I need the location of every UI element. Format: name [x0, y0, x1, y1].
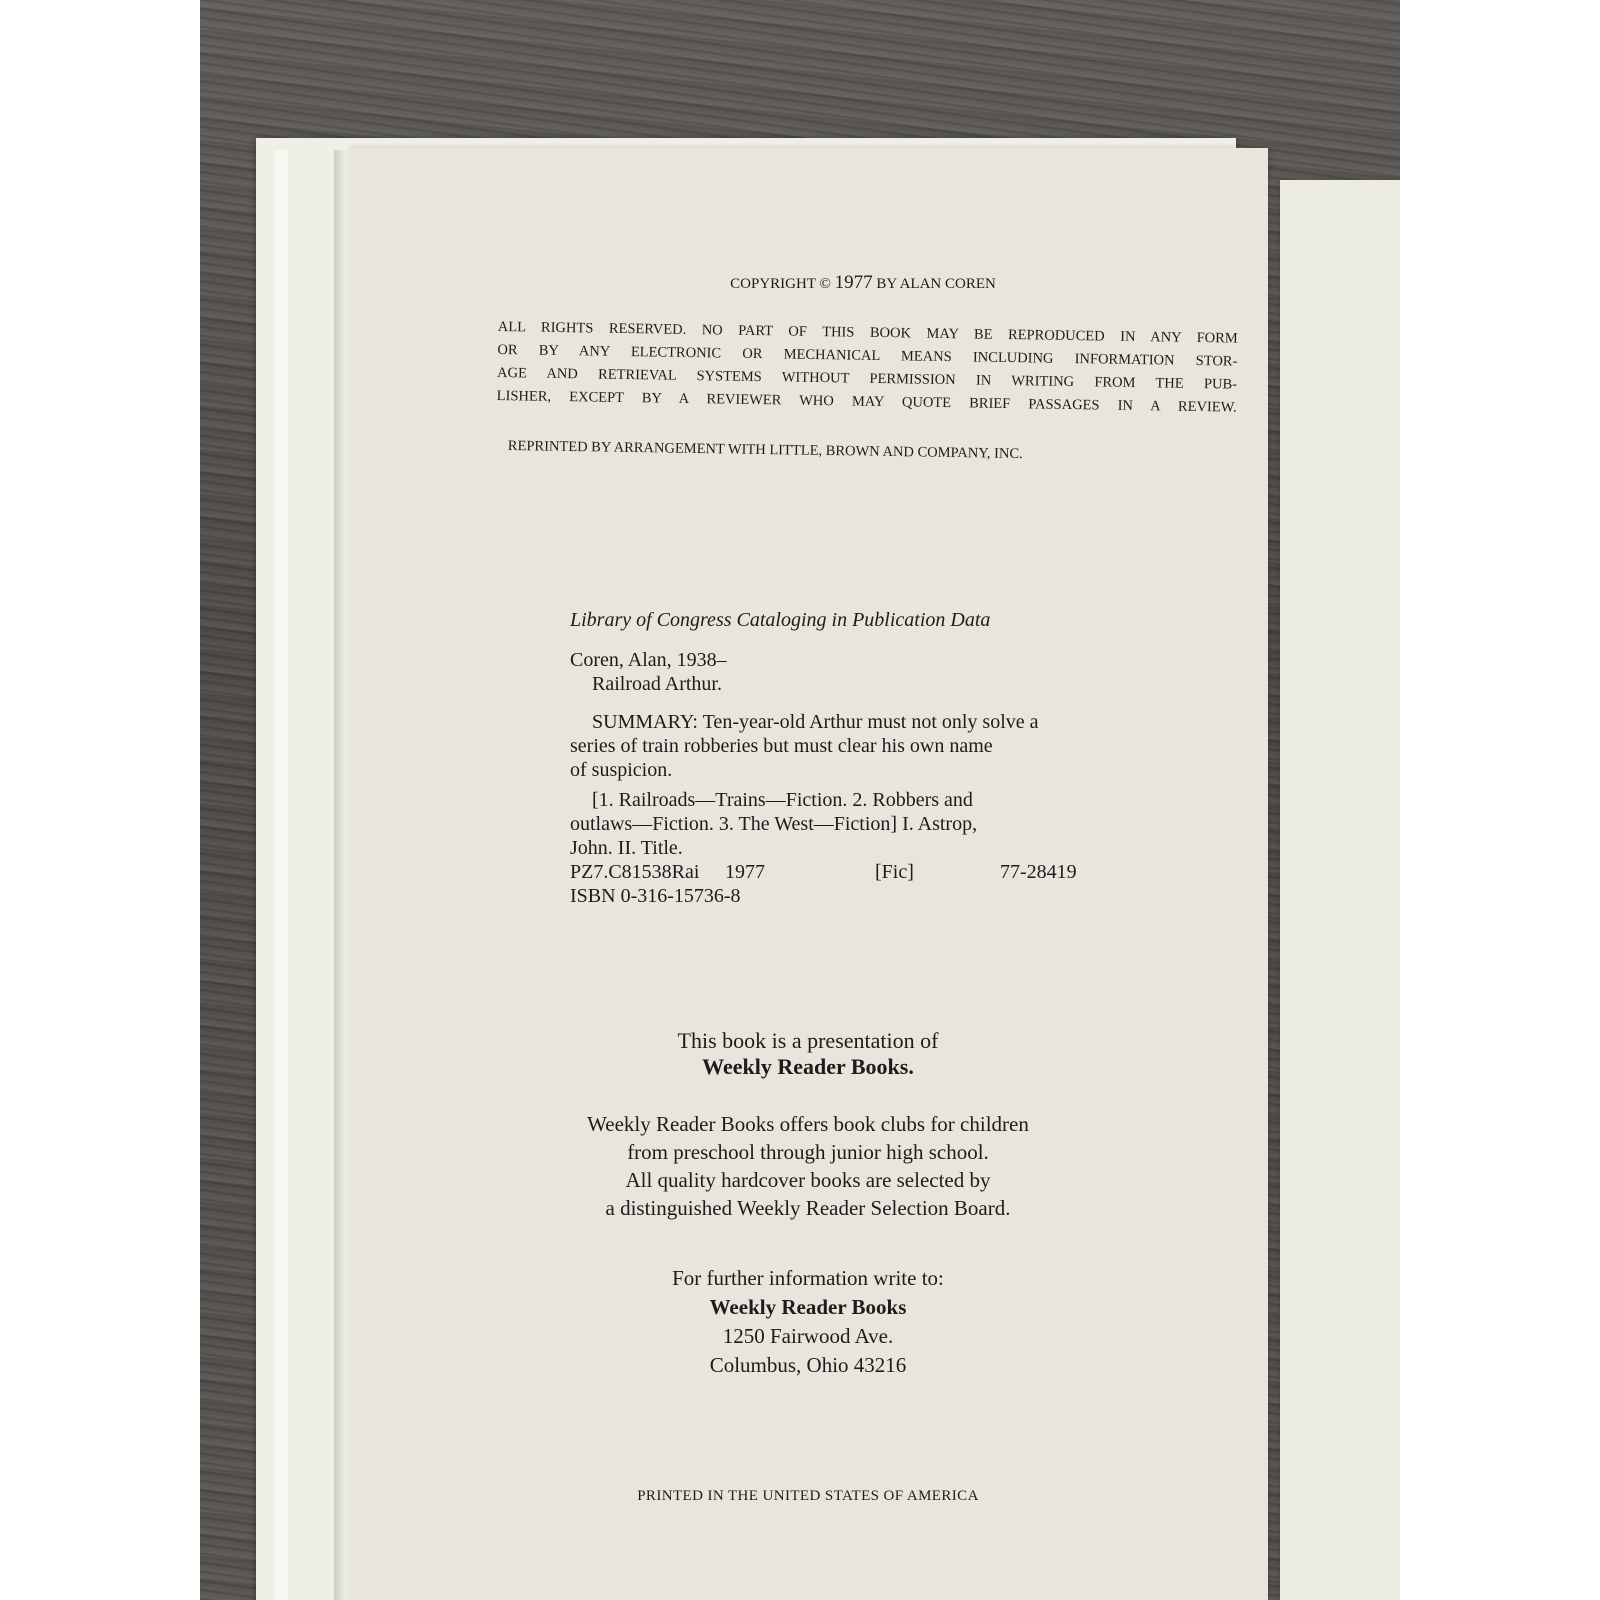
cip-summary-line: SUMMARY: Ten-year-old Arthur must not only solve a — [592, 711, 1039, 733]
rights-line: AGE AND RETRIEVAL SYSTEMS WITHOUT PERMISSION IN WRITING FROM THE PUB- — [496, 364, 1238, 393]
cip-subject-line: outlaws—Fiction. 3. The West—Fiction] I. Astrop, — [570, 813, 978, 835]
presentation-statement — [348, 1028, 1268, 1080]
offers-line: a distinguished Weekly Reader Selection Board. — [605, 1196, 1011, 1220]
cip-subject-line: John. II. Title. — [570, 837, 683, 859]
cip-data-block — [570, 608, 1190, 908]
rights-line: ALL RIGHTS RESERVED. NO PART OF THIS BOOK MAY BE REPRODUCED IN ANY FORM — [497, 318, 1238, 347]
cip-isbn: ISBN 0-316-15736-8 — [570, 885, 741, 907]
cip-call-number-row — [570, 860, 1190, 884]
printed-in-notice: PRINTED IN THE UNITED STATES OF AMERICA — [637, 1488, 979, 1504]
cip-author: Coren, Alan, 1938– — [570, 649, 727, 671]
offers-line: All quality hardcover books are selected by — [625, 1168, 991, 1192]
copyright-prefix: COPYRIGHT © — [730, 276, 831, 292]
copyright-line — [348, 272, 1268, 294]
copyright-year: 1977 — [834, 272, 873, 293]
cip-lccn: 77-28419 — [1000, 861, 1077, 883]
cip-call-class: [Fic] — [875, 861, 914, 883]
cover-edge — [274, 150, 288, 1600]
gutter-shadow — [334, 150, 346, 1600]
cip-summary-line: of suspicion. — [570, 759, 673, 781]
contact-name: Weekly Reader Books — [709, 1295, 907, 1319]
cip-subject-line: [1. Railroads—Trains—Fiction. 2. Robbers and — [592, 789, 973, 811]
cip-call-year: 1977 — [725, 861, 765, 883]
rights-reserved-notice — [497, 316, 1238, 420]
copyright-suffix: BY ALAN COREN — [876, 276, 996, 292]
cip-title: Railroad Arthur. — [592, 673, 722, 695]
facing-page — [1280, 180, 1400, 1600]
cip-heading: Library of Congress Cataloging in Publication Data — [570, 609, 991, 631]
photo-background — [200, 0, 1400, 1600]
rights-line: OR BY ANY ELECTRONIC OR MECHANICAL MEANS INCLUDING INFORMATION STOR- — [497, 341, 1238, 370]
contact-address — [348, 1264, 1268, 1380]
offers-line: from preschool through junior high school. — [627, 1140, 989, 1164]
cip-summary-line: series of train robberies but must clear his own name — [570, 735, 993, 757]
book-club-description — [348, 1110, 1268, 1222]
contact-intro: For further information write to: — [672, 1266, 944, 1290]
copyright-page — [348, 148, 1268, 1600]
presentation-line: This book is a presentation of — [677, 1028, 939, 1053]
contact-city: Columbus, Ohio 43216 — [709, 1353, 907, 1377]
offers-line: Weekly Reader Books offers book clubs for children — [587, 1112, 1029, 1136]
reprint-notice: REPRINTED BY ARRANGEMENT WITH LITTLE, BROWN AND COMPANY, INC. — [507, 438, 1023, 463]
contact-street: 1250 Fairwood Ave. — [722, 1324, 894, 1348]
rights-line: LISHER, EXCEPT BY A REVIEWER WHO MAY QUOTE BRIEF PASSAGES IN A REVIEW. — [496, 387, 1237, 416]
cip-call-number: PZ7.C81538Rai — [570, 861, 700, 883]
presentation-publisher: Weekly Reader Books. — [702, 1054, 914, 1079]
